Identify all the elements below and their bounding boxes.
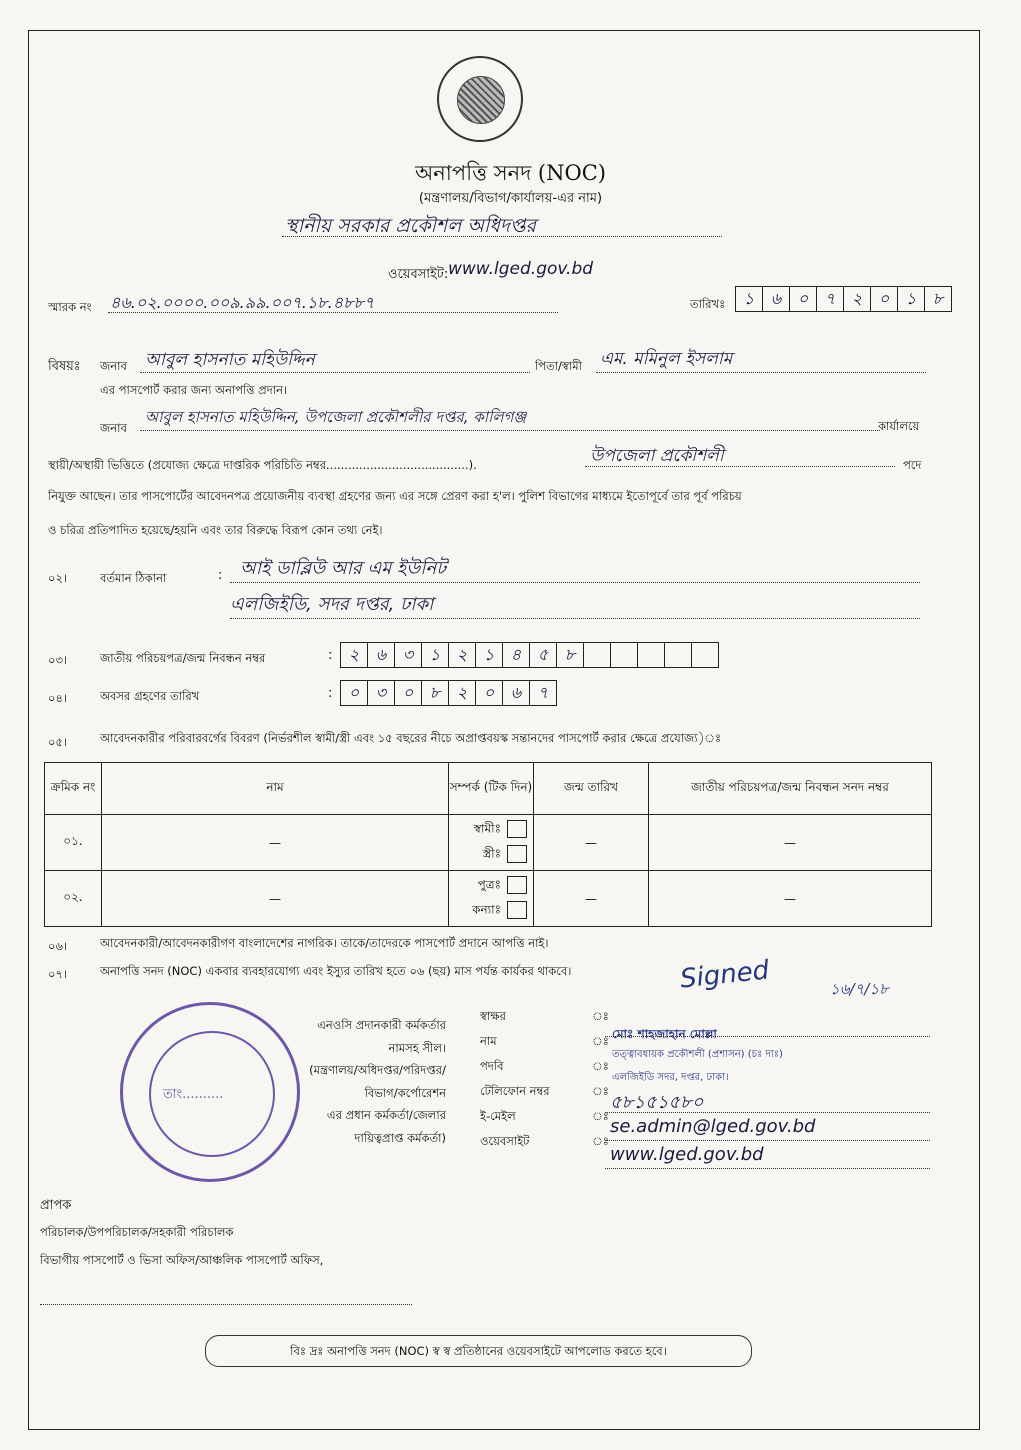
row-serial: ০২. — [45, 871, 102, 927]
subject-line2: এর পাসপোর্ট করার জন্য অনাপত্তি প্রদান। — [100, 383, 288, 397]
janab-label: জনাব — [100, 359, 127, 373]
nid-digit: ২ — [341, 643, 368, 667]
officer-left-line: দায়িত্বপ্রাপ্ত কর্মকর্তা) — [354, 1130, 446, 1145]
col-nid: জাতীয় পরিচয়পত্র/জন্ম নিবন্ধন সনদ নম্বর — [649, 763, 932, 815]
nid-digit: ৫ — [530, 643, 557, 667]
date-digit: ৬ — [763, 287, 790, 311]
officer-left-block — [240, 1014, 446, 1149]
memo-underline — [108, 312, 558, 313]
row-relation — [449, 815, 534, 871]
date-digit: ৮ — [932, 288, 944, 308]
officer-left-line: নামসহ সীল। — [388, 1040, 446, 1055]
item6-label: আবেদনকারী/আবেদনকারীগণ বাংলাদেশের নাগরিক। তাকে/তাদেরকে পাসপোর্ট প্রদানে আপত্তি নাই। — [100, 936, 549, 950]
item3-num: ০৩। — [48, 653, 68, 667]
email-label: ই-মেইল — [480, 1109, 516, 1123]
son-checkbox[interactable] — [507, 876, 527, 894]
row-name: — — [102, 815, 449, 871]
daughter-checkbox[interactable] — [507, 901, 527, 919]
office-underline — [140, 430, 880, 431]
row-name: — — [102, 871, 449, 927]
nid-digit: ১ — [476, 643, 503, 667]
col-serial: ক্রমিক নং — [45, 763, 102, 815]
ministry-underline — [282, 236, 722, 237]
nid-digit: ৪ — [503, 643, 530, 667]
officer-website: www.lged.gov.bd — [610, 1144, 764, 1165]
row-nid: — — [649, 871, 932, 927]
col-name: নাম — [102, 763, 449, 815]
retire-digit: ০ — [476, 681, 503, 705]
nid-digit — [638, 643, 665, 667]
row-dob: — — [534, 871, 649, 927]
officer-left-line: এনওসি প্রদানকারী কর্মকর্তার — [317, 1018, 446, 1032]
janab2-label: জনাব — [100, 421, 127, 435]
date-digit: ৭ — [817, 287, 844, 311]
address-underline1 — [230, 582, 920, 583]
nid-digit: ২ — [449, 643, 476, 667]
retire-digit: ৬ — [503, 681, 530, 705]
relation-wife-label: স্ত্রীঃ — [482, 846, 501, 860]
field-underline — [605, 1036, 930, 1037]
officer-designation: তত্ত্বাবধায়ক প্রকৌশলী (প্রশাসন) (চঃ দাঃ) — [612, 1049, 783, 1060]
address-line1: আই ডাব্লিউ আর এম ইউনিট — [240, 558, 446, 579]
officer-left-line: এর প্রধান কর্মকর্তা/জেলার — [326, 1108, 446, 1122]
post-value: উপজেলা প্রকৌশলী — [590, 446, 724, 466]
footer-note: বিঃ দ্রঃ অনাপত্তি সনদ (NOC) স্ব স্ব প্রতিষ্ঠানের ওয়েবসাইটে আপলোড করতে হবে। — [290, 1344, 667, 1358]
nid-digit — [665, 643, 692, 667]
ministry-label: (মন্ত্রণালয়/বিভাগ/কার্যালয়-এর নাম) — [418, 191, 603, 206]
nid-digit: ৩ — [395, 643, 422, 667]
item2-num: ০২। — [48, 571, 68, 585]
nid-digit — [584, 643, 611, 667]
item2-label: বর্তমান ঠিকানা — [100, 571, 167, 585]
office-value: আবুল হাসনাত মহিউদ্দিন, উপজেলা প্রকৌশলীর দপ্তর, কালিগঞ্জ — [145, 408, 527, 426]
table-header-row — [45, 763, 932, 815]
date-label: তারিখঃ — [690, 297, 726, 311]
item7-num: ০৭। — [48, 967, 68, 981]
applicant-name: আবুল হাসনাত মহিউদ্দিন — [145, 350, 315, 370]
item4-num: ০৪। — [48, 691, 68, 705]
row-serial: ০১. — [45, 815, 102, 871]
retirement-date-boxes — [340, 680, 557, 706]
recipient-label: প্রাপক — [40, 1198, 72, 1213]
nid-boxes — [340, 642, 719, 668]
retire-digit: ০ — [395, 681, 422, 705]
government-seal — [437, 56, 523, 142]
field-underline — [605, 1168, 930, 1169]
nid-digit — [611, 643, 638, 667]
father-label: পিতা/স্বামী — [535, 359, 582, 373]
item5-label: আবেদনকারীর পরিবারবর্গের বিবরণ (নির্ভরশীল স্বামী/স্ত্রী এবং ১৫ বছরের নীচে অপ্রাপ্তবয়স্ক সন্তানদের পাসপোর্ট করার ক্ষেত্রে প্রযোজ্য)ঃ — [100, 731, 722, 745]
address-line2: এলজিইডি, সদর দপ্তর, ঢাকা — [230, 594, 434, 615]
col-relation: সম্পর্ক (টিক দিন) — [449, 763, 534, 815]
officer-email: se.admin@lged.gov.bd — [610, 1116, 816, 1137]
col-dob: জন্ম তারিখ — [534, 763, 649, 815]
signature-date: ১৬/৭/১৮ — [830, 980, 889, 998]
website-value: www.lged.gov.bd — [448, 259, 594, 279]
memo-label: স্মারক নং — [48, 300, 92, 314]
officer-fields-colons: ঃ ঃ ঃ ঃ ঃ ঃ — [592, 1009, 609, 1148]
wife-checkbox[interactable] — [507, 845, 527, 863]
row-dob: — — [534, 815, 649, 871]
item6-num: ০৬। — [48, 939, 68, 953]
nid-digit — [692, 643, 718, 667]
website-label: ওয়েবসাইট: — [388, 267, 449, 282]
row-relation — [449, 871, 534, 927]
stamp-center: তাং.......... — [163, 1087, 224, 1102]
family-table — [44, 762, 932, 927]
field-underline — [605, 1140, 930, 1141]
field-underline — [605, 1112, 930, 1113]
relation-husband-label: স্বামীঃ — [473, 821, 501, 836]
signature-label: স্বাক্ষর — [480, 1009, 506, 1023]
date-boxes — [735, 286, 952, 312]
item5-num: ০৫। — [48, 735, 68, 749]
officer-left-line: (মন্ত্রণালয়/অধিদপ্তর/পরিদপ্তর/ — [309, 1063, 446, 1077]
address-underline2 — [230, 618, 920, 619]
father-value: এম. মমিনুল ইসলাম — [600, 349, 733, 369]
item3-colon: : — [328, 648, 333, 663]
recipient-underline — [40, 1304, 412, 1305]
retire-digit: ৩ — [368, 681, 395, 705]
table-row — [45, 815, 932, 871]
nid-digit: ৬ — [368, 643, 395, 667]
retire-digit: ৭ — [537, 682, 549, 702]
nid-digit: ৮ — [557, 643, 584, 667]
status-text: স্থায়ী/অস্থায়ী ভিত্তিতে (প্রযোজ্য ক্ষেত্রে দাপ্তরিক পরিচিতি নম্বর.......................................). — [48, 458, 477, 472]
relation-son-label: পুত্রঃ — [477, 877, 501, 892]
officer-telephone: ৫৮১৫১৫৮০ — [610, 1092, 704, 1113]
officer-left-line: বিভাগ/কর্পোরেশন — [364, 1085, 446, 1100]
post-suffix: পদে — [903, 458, 922, 472]
memo-value: ৪৬.০২.০০০০.০০৯.৯৯.০০৭.১৮.৪৮৮৭ — [110, 293, 375, 312]
nid-digit: ১ — [422, 643, 449, 667]
post-underline — [585, 466, 895, 467]
recipient-line1: পরিচালক/উপপরিচালক/সহকারী পরিচালক — [40, 1225, 234, 1239]
table-row — [45, 871, 932, 927]
retire-digit: ০ — [341, 681, 368, 705]
date-digit: ০ — [790, 287, 817, 311]
father-underline — [596, 372, 926, 373]
retire-digit: ৮ — [422, 681, 449, 705]
item3-label: জাতীয় পরিচয়পত্র/জন্ম নিবন্ধন নম্বর — [100, 651, 266, 665]
date-digit: ১ — [898, 287, 925, 311]
officer-designation-line2: এলজিইডি সদর, দপ্তর, ঢাকা। — [612, 1072, 729, 1083]
telephone-label: টেলিফোন নম্বর — [480, 1084, 550, 1098]
designation-label: পদবি — [480, 1059, 504, 1073]
recipient-line2: বিভাগীয় পাসপোর্ট ও ভিসা অফিস/আঞ্চলিক পাসপোর্ট অফিস, — [40, 1253, 324, 1267]
signature: Signed — [678, 955, 771, 995]
item7-label: অনাপত্তি সনদ (NOC) একবার ব্যবহারযোগ্য এবং ইস্যুর তারিখ হতে ০৬ (ছয়) মাস পর্যন্ত কার্যকর থাকবে। — [100, 964, 572, 978]
husband-checkbox[interactable] — [507, 820, 527, 838]
name-label: নাম — [480, 1034, 497, 1048]
date-digit: ২ — [844, 287, 871, 311]
document-title: অনাপত্তি সনদ (NOC) — [415, 161, 606, 185]
retire-digit: ২ — [449, 681, 476, 705]
para-line1: নিযুক্ত আছেন। তার পাসপোর্টের আবেদনপত্র প্রয়োজনীয় ব্যবস্থা গ্রহণের জন্য এর সঙ্গে প্রেরণ করা হ'ল। পুলিশ বিভাগের মাধ্যমে ইতোপূর্বে তার পূর্ব পরিচয় — [48, 489, 742, 503]
para-line2: ও চরিত্র প্রতিপাদিত হয়েছে/হয়নি এবং তার বিরুদ্ধে বিরূপ কোন তথ্য নেই। — [48, 523, 383, 537]
subject-label: বিষয়ঃ — [48, 359, 81, 374]
item2-colon: : — [218, 568, 223, 583]
date-digit: ১ — [736, 287, 763, 311]
name-underline — [140, 372, 530, 373]
ministry-value: স্থানীয় সরকার প্রকৌশল অধিদপ্তর — [285, 215, 536, 237]
relation-daughter-label: কন্যাঃ — [472, 902, 501, 916]
item4-label: অবসর গ্রহণের তারিখ — [100, 689, 200, 703]
office-suffix: কার্যালয়ে — [878, 419, 920, 433]
footer-note-box — [205, 1335, 752, 1367]
officer-fields-labels — [480, 1004, 550, 1154]
officer-name: মোঃ শাহজাহান মোল্লা — [612, 1027, 717, 1041]
website-field-label: ওয়েবসাইট — [480, 1134, 530, 1148]
date-digit: ০ — [871, 287, 898, 311]
item4-colon: : — [328, 686, 333, 701]
row-nid: — — [649, 815, 932, 871]
